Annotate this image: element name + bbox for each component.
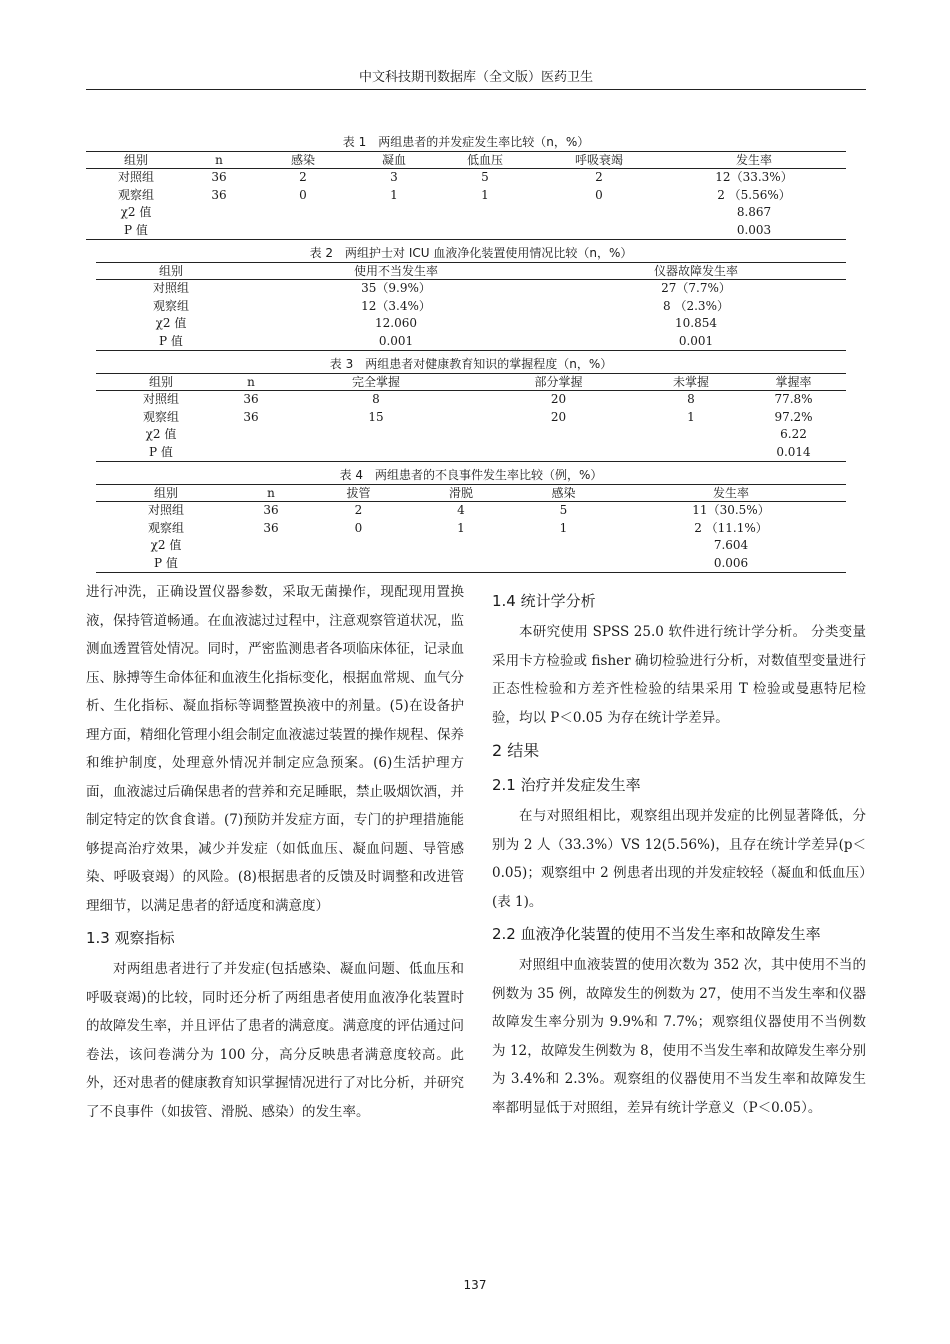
- table-cell: 0: [595, 187, 603, 202]
- table-caption: 表 3 两组患者对健康教育知识的掌握程度（n，%）: [329, 357, 613, 371]
- table-cell: 3: [390, 170, 398, 184]
- table-row: [96, 315, 846, 333]
- col-header: 呼吸衰竭: [536, 152, 662, 169]
- table-cell: 5: [481, 170, 489, 184]
- table-cell: [226, 444, 276, 462]
- table-cell: [186, 204, 252, 222]
- table-cell: 36: [243, 409, 259, 424]
- data-table: [96, 484, 846, 573]
- table-cell: 97.2%: [774, 409, 813, 424]
- table-3: [96, 356, 846, 462]
- table-row: [86, 169, 846, 187]
- table-cell: [252, 222, 354, 240]
- col-header: 滑脱: [411, 485, 511, 502]
- table-cell: 1: [390, 187, 398, 202]
- table-cell: 12（33.3%）: [715, 170, 793, 184]
- table-cell: 15: [368, 409, 384, 424]
- col-header: 完全掌握: [276, 374, 476, 391]
- table-header-row: [86, 152, 846, 169]
- page-number: 137: [463, 1278, 487, 1292]
- table-cell: 0: [354, 520, 363, 535]
- table-cell: 36: [243, 392, 259, 406]
- table-cell: [641, 426, 741, 444]
- table-cell: [354, 204, 434, 222]
- table-header-row: [96, 485, 846, 502]
- table-cell: 4: [457, 503, 465, 517]
- paragraph: 本研究使用 SPSS 25.0 软件进行统计学分析。 分类变量采用卡方检验或 fisher 确切检验进行分析，对数值型变量进行正态性检验和方差齐性检验的结果采用 T 检验或曼惠特尼检验，均以 P＜0.05 为存在统计学差异。: [492, 624, 866, 726]
- table-cell: 8: [372, 392, 380, 406]
- table-row: [86, 187, 846, 205]
- section-heading-1-4: 1.4 统计学分析: [492, 592, 596, 610]
- paragraph: 对两组患者进行了并发症(包括感染、凝血问题、低血压和呼吸衰竭)的比较，同时还分析了两组患者使用血液净化装置时的故障发生率，并且评估了患者的满意度。满意度的评估通过问卷法，该问卷满分为 100 分，高分反映患者满意度较高。此外，还对患者的健康教育知识掌握情况进行了对比分析，并研究了不良事件（如拔管、滑脱、感染）的发生率。: [86, 961, 464, 1120]
- table-cell: 观察组: [142, 409, 179, 424]
- table-cell: 10.854: [675, 316, 717, 330]
- table-row: [96, 555, 846, 573]
- col-header: 仪器故障发生率: [546, 263, 846, 280]
- col-header: 部分掌握: [476, 374, 641, 391]
- col-header: 发生率: [662, 152, 846, 169]
- table-cell: [226, 426, 276, 444]
- table-cell: [306, 537, 411, 555]
- table-cell: 11（30.5%）: [692, 503, 770, 517]
- table-2: [96, 245, 846, 351]
- table-cell: 36: [263, 503, 279, 517]
- table-cell: 20: [550, 409, 567, 424]
- table-cell: 对照组: [142, 392, 179, 406]
- paragraph: 进行冲洗，正确设置仪器参数，采取无菌操作，现配现用置换液，保持管道畅通。在血液滤过过程中，注意观察管道状况，监测血透置管处情况。同时，严密监测患者各项临床体征，记录血压、脉搏等生命体征和血液生化指标变化，根据血常规、血气分析、生化指标、凝血指标等调整置换液中的剂量。(5)在设备护理方面，精细化管理小组会制定血液滤过装置的操作规程、保养和维护制度，处理意外情况并制定应急预案。(6)生活护理方面，血液滤过后确保患者的营养和充足睡眠，禁止吸烟饮酒，并制定特定的饮食食谱。(7)预防并发症方面，专门的护理措施能够提高治疗效果，减少并发症（如低血压、凝血问题、导管感染、呼吸衰竭）的风险。(8)根据患者的反馈及时调整和改进管理细节，以满足患者的舒适度和满意度）: [86, 584, 464, 914]
- table-cell: 12.060: [375, 316, 417, 330]
- table-row: [96, 409, 846, 427]
- running-header: 中文科技期刊数据库（全文版）医药卫生: [358, 70, 593, 85]
- table-cell: 观察组: [147, 520, 184, 535]
- table-cell: 对照组: [152, 281, 189, 295]
- table-row: [96, 298, 846, 316]
- table-cell: [536, 222, 662, 240]
- col-header: 凝血: [354, 152, 434, 169]
- table-cell: 1: [457, 520, 465, 535]
- table-cell: [641, 444, 741, 462]
- table-cell: 0.003: [736, 222, 772, 237]
- table-cell: [236, 537, 306, 555]
- col-header: n: [226, 374, 276, 391]
- table-cell: 2: [595, 170, 603, 184]
- section-heading-2-2: 2.2 血液净化装置的使用不当发生率和故障发生率: [492, 925, 821, 943]
- data-table: [96, 373, 846, 462]
- table-cell: χ2 值: [145, 427, 177, 441]
- table-cell: χ2 值: [150, 538, 182, 552]
- table-1: [86, 134, 846, 240]
- table-row: [96, 502, 846, 520]
- table-cell: 对照组: [147, 503, 184, 517]
- table-cell: 8: [687, 392, 695, 406]
- table-cell: P 值: [159, 333, 183, 348]
- table-cell: 0.006: [713, 555, 749, 570]
- table-row: [96, 537, 846, 555]
- right-column: [492, 583, 866, 1122]
- data-table: [86, 151, 846, 240]
- table-cell: 0.014: [776, 444, 811, 459]
- table-cell: 77.8%: [774, 392, 813, 406]
- table-cell: [476, 444, 641, 462]
- table-cell: 7.604: [713, 538, 749, 552]
- table-cell: 2 （5.56%）: [717, 187, 791, 202]
- table-cell: [276, 444, 476, 462]
- table-cell: [236, 555, 306, 573]
- col-header: n: [236, 485, 306, 502]
- table-cell: P 值: [124, 222, 148, 237]
- table-row: [86, 204, 846, 222]
- col-header: 掌握率: [741, 374, 846, 391]
- col-header: 发生率: [616, 485, 846, 502]
- table-row: [86, 222, 846, 240]
- table-cell: [306, 555, 411, 573]
- table-cell: 2: [354, 503, 363, 517]
- table-row: [96, 333, 846, 351]
- table-header-row: [96, 374, 846, 391]
- table-cell: [434, 222, 536, 240]
- table-row: [96, 426, 846, 444]
- table-cell: [536, 204, 662, 222]
- table-cell: [186, 222, 252, 240]
- table-header-row: [96, 263, 846, 280]
- table-cell: 5: [559, 503, 568, 517]
- table-cell: 观察组: [117, 187, 154, 202]
- col-header: 低血压: [434, 152, 536, 169]
- table-cell: 8 （2.3%）: [663, 298, 729, 313]
- table-cell: 1: [687, 409, 695, 424]
- table-cell: 0.001: [378, 333, 414, 348]
- table-cell: 36: [211, 170, 227, 184]
- left-column: [86, 578, 464, 1126]
- paragraph: 对照组中血液装置的使用次数为 352 次，其中使用不当的例数为 35 例，故障发生的例数为 27，使用不当发生率和仪器故障发生率分别为 9.9%和 7.7%；观察组仪器使用不当例数为 12，故障发生例数为 8，使用不当发生率和故障发生率分别为 3.4%和 2.3%。观察组的仪器使用不当发生率和故障发生率都明显低于对照组，差异有统计学意义（P＜0.05）。: [492, 957, 866, 1116]
- data-table: [96, 262, 846, 351]
- col-header: 感染: [511, 485, 616, 502]
- table-cell: [511, 555, 616, 573]
- table-cell: 36: [211, 187, 227, 202]
- table-row: [96, 391, 846, 409]
- col-header: 感染: [252, 152, 354, 169]
- table-cell: 12（3.4%）: [361, 298, 431, 313]
- table-cell: [411, 555, 511, 573]
- col-header: 组别: [96, 374, 226, 391]
- table-caption: 表 1 两组患者的并发症发生率比较（n，%）: [342, 135, 590, 149]
- table-cell: [252, 204, 354, 222]
- table-cell: P 值: [149, 444, 173, 459]
- table-cell: 对照组: [117, 170, 154, 184]
- table-cell: [434, 204, 536, 222]
- paragraph: 在与对照组相比，观察组出现并发症的比例显著降低，分别为 2 人（33.3%）VS 12(5.56%)，且存在统计学差异(p＜0.05)；观察组中 2 例患者出现的并发症较轻（凝血和低血压）(表 1)。: [492, 808, 866, 910]
- col-header: 组别: [86, 152, 186, 169]
- table-cell: 36: [263, 520, 279, 535]
- section-heading-2-1: 2.1 治疗并发症发生率: [492, 776, 641, 794]
- table-cell: [476, 426, 641, 444]
- col-header: 组别: [96, 263, 246, 280]
- table-cell: 2: [299, 170, 307, 184]
- table-row: [96, 444, 846, 462]
- table-cell: 35（9.9%）: [361, 281, 431, 295]
- table-cell: 8.867: [736, 205, 772, 219]
- table-cell: 观察组: [152, 298, 189, 313]
- header-rule: [86, 89, 866, 90]
- table-cell: 20: [550, 392, 567, 406]
- table-cell: [276, 426, 476, 444]
- table-cell: 0.001: [678, 333, 714, 348]
- table-cell: 0: [299, 187, 307, 202]
- table-cell: [354, 222, 434, 240]
- table-4: [96, 467, 846, 573]
- col-header: 未掌握: [641, 374, 741, 391]
- table-row: [96, 520, 846, 538]
- table-cell: 1: [559, 520, 568, 535]
- col-header: 拔管: [306, 485, 411, 502]
- table-cell: χ2 值: [155, 316, 187, 330]
- table-row: [96, 280, 846, 298]
- table-cell: [411, 537, 511, 555]
- table-cell: 6.22: [780, 427, 807, 441]
- table-caption: 表 2 两组护士对 ICU 血液净化装置使用情况比较（n，%）: [309, 246, 633, 260]
- table-caption: 表 4 两组患者的不良事件发生率比较（例，%）: [339, 468, 603, 482]
- section-heading-1-3: 1.3 观察指标: [86, 929, 175, 947]
- table-cell: 27（7.7%）: [661, 281, 731, 295]
- col-header: 组别: [96, 485, 236, 502]
- table-cell: P 值: [154, 555, 178, 570]
- col-header: n: [186, 152, 252, 169]
- table-cell: [511, 537, 616, 555]
- table-cell: 2 （11.1%）: [694, 520, 768, 535]
- table-cell: 1: [481, 187, 489, 202]
- section-heading-2: 2 结果: [492, 741, 540, 760]
- col-header: 使用不当发生率: [246, 263, 546, 280]
- table-cell: χ2 值: [120, 205, 152, 219]
